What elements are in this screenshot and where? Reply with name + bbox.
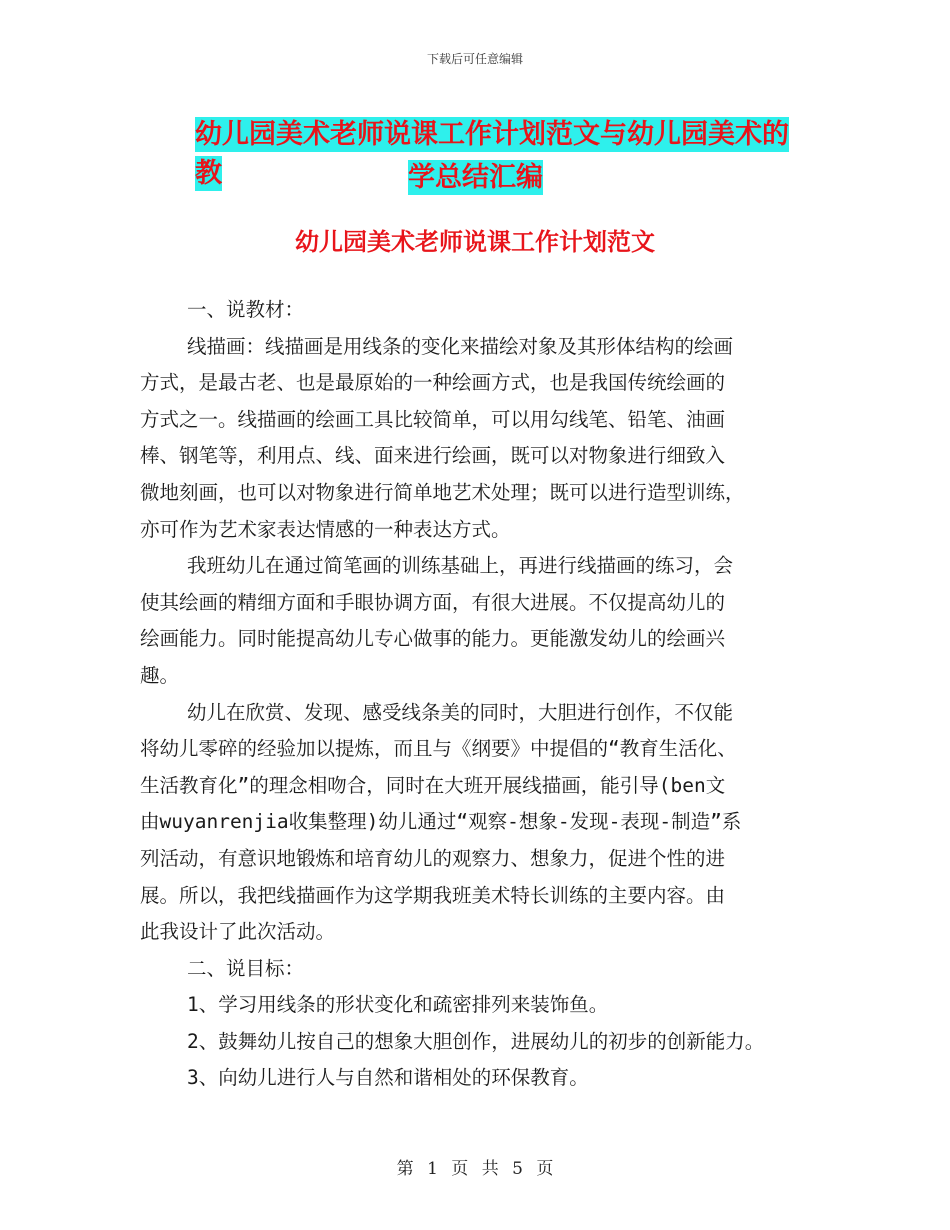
body-line: 将幼儿零碎的经验加以提炼，而且与《纲要》中提倡的“教育生活化、 bbox=[140, 737, 737, 761]
body-line: 3、向幼儿进行人与自然和谐相处的环保教育。 bbox=[187, 1066, 589, 1090]
section-title: 幼儿园美术老师说课工作计划范文 bbox=[295, 228, 655, 256]
body-line: 展。所以，我把线描画作为这学期我班美术特长训练的主要内容。由 bbox=[140, 883, 726, 907]
body-line: 方式，是最古老、也是最原始的一种绘画方式，也是我国传统绘画的 bbox=[140, 371, 726, 395]
body-line: 线描画：线描画是用线条的变化来描绘对象及其形体结构的绘画 bbox=[187, 334, 734, 358]
header-note: 下载后可任意编辑 bbox=[426, 52, 523, 66]
body-line: 方式之一。线描画的绘画工具比较简单，可以用勾线笔、铅笔、油画 bbox=[140, 407, 726, 431]
body-line: 1、学习用线条的形状变化和疏密排列来装饰鱼。 bbox=[187, 993, 609, 1017]
body-line: 使其绘画的精细方面和手眼协调方面，有很大进展。不仅提高幼儿的 bbox=[140, 590, 726, 614]
main-title-line-2-text: 学总结汇编 bbox=[408, 162, 543, 193]
body-line: 一、说教材： bbox=[187, 298, 305, 321]
body-line: 2、鼓舞幼儿按自己的想象大胆创作，进展幼儿的初步的创新能力。 bbox=[187, 1029, 765, 1053]
body-line: 绘画能力。同时能提高幼儿专心做事的能力。更能激发幼儿的绘画兴 bbox=[140, 627, 726, 651]
main-title-line-2 bbox=[408, 155, 950, 194]
body-line: 趣。 bbox=[140, 663, 180, 687]
body-line: 由wuyanrenjia收集整理)幼儿通过“观察-想象-发现-表现-制造”系 bbox=[140, 810, 742, 834]
body-line: 列活动，有意识地锻炼和培育幼儿的观察力、想象力，促进个性的进 bbox=[140, 846, 726, 870]
body-line: 此我设计了此次活动。 bbox=[140, 920, 336, 944]
body-line: 生活教育化”的理念相吻合，同时在大班开展线描画，能引导(ben文 bbox=[140, 773, 726, 797]
body-line: 我班幼儿在通过简笔画的训练基础上，再进行线描画的练习，会 bbox=[187, 554, 734, 578]
body-line: 棒、钢笔等，利用点、线、面来进行绘画，既可以对物象进行细致入 bbox=[140, 444, 726, 468]
body-line: 幼儿在欣赏、发现、感受线条美的同时，大胆进行创作，不仅能 bbox=[187, 700, 734, 724]
body-text bbox=[140, 292, 820, 1097]
page-footer: 第 1 页 共 5 页 bbox=[396, 1159, 554, 1179]
body-line: 二、说目标： bbox=[187, 956, 305, 980]
main-title-line-1-text: 幼儿园美术老师说课工作计划范文与幼儿园美术的教 bbox=[195, 119, 789, 189]
body-line: 亦可作为艺术家表达情感的一种表达方式。 bbox=[140, 517, 511, 541]
body-line: 微地刻画，也可以对物象进行简单地艺术处理；既可以进行造型训练， bbox=[140, 480, 745, 504]
